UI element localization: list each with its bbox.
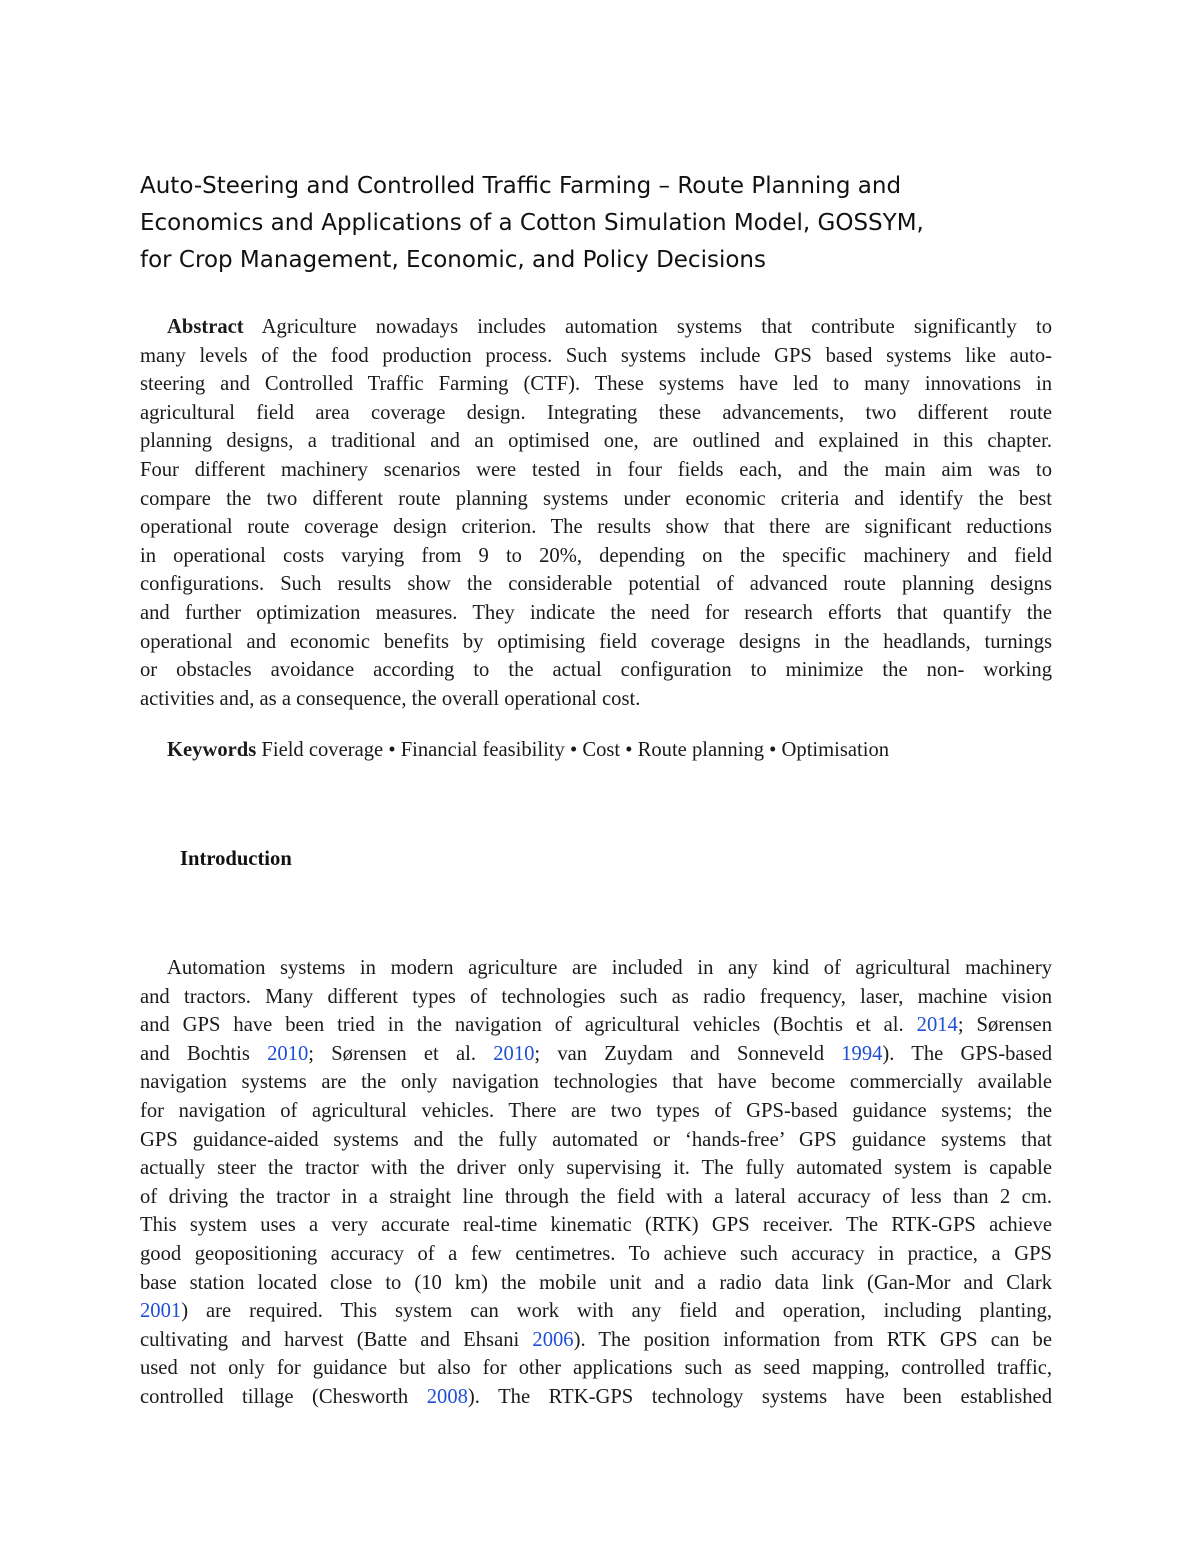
keywords-line (167, 736, 889, 765)
abstract-line: activities and, as a consequence, the overall operational cost. (140, 687, 641, 710)
title-line-2: Economics and Applications of a Cotton Simulation Model, GOSSYM, (140, 210, 924, 236)
keywords-label: Keywords (167, 739, 257, 761)
keywords-text: Field coverage • Financial feasibility • Cost • Route planning • Optimisation (261, 739, 890, 761)
intro-text: cultivating and harvest (Batte and Ehsani (140, 1328, 533, 1351)
citation-link[interactable]: 2008 (426, 1385, 468, 1408)
intro-line: This system uses a very accurate real-time kinematic (RTK) GPS receiver. The RTK-GPS achieve (140, 1214, 1052, 1237)
citation-link[interactable]: 2010 (493, 1042, 535, 1065)
intro-line: Automation systems in modern agriculture are included in any kind of agricultural machinery (167, 957, 1052, 979)
citation-link[interactable]: 2014 (916, 1014, 958, 1037)
intro-text: ). The position information from RTK GPS can be (573, 1328, 1052, 1351)
intro-text: ; Sørensen (957, 1014, 1052, 1037)
introduction-paragraph (140, 954, 1052, 1412)
intro-line (140, 1326, 1052, 1355)
chapter-title (140, 168, 1060, 279)
intro-text: ). The RTK-GPS technology systems have been established (467, 1385, 1052, 1408)
intro-line (140, 1297, 1052, 1326)
abstract-line: planning designs, a traditional and an optimised one, are outlined and explained in this chapter. (140, 430, 1052, 453)
citation-link[interactable]: 2001 (140, 1300, 182, 1323)
intro-line: for navigation of agricultural vehicles. There are two types of GPS-based guidance systems; the (140, 1099, 1052, 1122)
abstract-line: operational route coverage design criterion. The results show that there are significant reductions (140, 516, 1052, 539)
intro-line (140, 1011, 1052, 1040)
intro-line: actually steer the tractor with the driver only supervising it. The fully automated system is capable (140, 1157, 1052, 1180)
citation-link[interactable]: 2010 (267, 1042, 309, 1065)
abstract-line: many levels of the food production process. Such systems include GPS based systems like auto- (140, 344, 1052, 367)
intro-line: of driving the tractor in a straight line through the field with a lateral accuracy of less than 2 cm. (140, 1185, 1052, 1208)
abstract-line-text: Agriculture nowadays includes automation systems that contribute significantly to (261, 316, 1052, 338)
intro-line: navigation systems are the only navigation technologies that have become commercially available (140, 1071, 1052, 1094)
abstract-label: Abstract (167, 316, 244, 338)
abstract-line: steering and Controlled Traffic Farming (CTF). These systems have led to many innovations in (140, 373, 1052, 396)
intro-line: used not only for guidance but also for other applications such as seed mapping, controlled traffic, (140, 1357, 1052, 1380)
intro-line: good geopositioning accuracy of a few centimetres. To achieve such accuracy in practice, a GPS (140, 1242, 1052, 1265)
abstract-line: configurations. Such results show the considerable potential of advanced route planning designs (140, 573, 1052, 596)
intro-line (140, 1383, 1052, 1412)
intro-text: ; van Zuydam and Sonneveld (534, 1042, 842, 1065)
intro-text: ; Sørensen et al. (308, 1042, 494, 1065)
intro-text: ). The GPS-based (882, 1042, 1052, 1065)
intro-text: and Bochtis (140, 1042, 268, 1065)
intro-line (140, 1040, 1052, 1069)
intro-text: ) are required. This system can work with any field and operation, including planting, (181, 1300, 1052, 1323)
section-heading: Introduction (180, 848, 292, 870)
abstract-line: compare the two different route planning systems under economic criteria and identify the best (140, 487, 1052, 510)
abstract-line: and further optimization measures. They indicate the need for research efforts that quantify the (140, 601, 1052, 624)
abstract-line (140, 313, 1052, 342)
abstract-block (140, 313, 1052, 713)
citation-link[interactable]: 2006 (532, 1328, 574, 1351)
abstract-line: operational and economic benefits by optimising field coverage designs in the headlands, turnings (140, 630, 1052, 653)
abstract-line: or obstacles avoidance according to the actual configuration to minimize the non- working (140, 659, 1052, 682)
abstract-line: Four different machinery scenarios were tested in four fields each, and the main aim was to (140, 458, 1052, 481)
intro-line: and tractors. Many different types of technologies such as radio frequency, laser, machine vision (140, 985, 1052, 1008)
abstract-line: agricultural field area coverage design. Integrating these advancements, two different route (140, 401, 1052, 424)
title-line-3: for Crop Management, Economic, and Policy Decisions (140, 247, 766, 273)
citation-link[interactable]: 1994 (841, 1042, 883, 1065)
intro-text: and GPS have been tried in the navigation of agricultural vehicles (Bochtis et al. (140, 1014, 917, 1037)
abstract-line: in operational costs varying from 9 to 20%, depending on the specific machinery and field (140, 544, 1052, 567)
intro-text: controlled tillage (Chesworth (140, 1385, 427, 1408)
intro-line: base station located close to (10 km) the mobile unit and a radio data link (Gan-Mor and Clark (140, 1271, 1052, 1294)
intro-line: GPS guidance-aided systems and the fully automated or ‘hands-free’ GPS guidance systems that (140, 1128, 1052, 1151)
title-line-1: Auto-Steering and Controlled Traffic Farming – Route Planning and (140, 173, 902, 199)
